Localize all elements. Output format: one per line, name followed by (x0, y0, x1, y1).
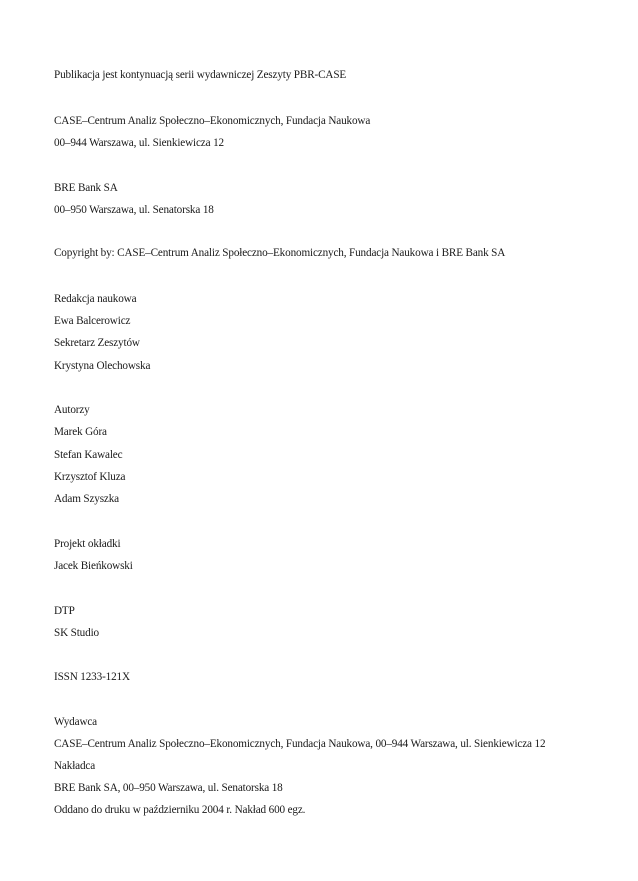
secretary-name: Krystyna Olechowska (54, 360, 151, 372)
publisher-value: CASE–Centrum Analiz Społeczno–Ekonomicznych, Fundacja Naukowa, 00–944 Warszawa, ul. Sienkiewicza 12 (54, 738, 546, 750)
cost-bearer-label: Nakładca (54, 760, 96, 772)
author-name: Adam Szyszka (54, 493, 119, 505)
print-note: Oddano do druku w październiku 2004 r. Nakład 600 egz. (54, 804, 306, 816)
authors-label: Autorzy (54, 404, 90, 416)
author-name: Marek Góra (54, 426, 107, 438)
secretary-label: Sekretarz Zeszytów (54, 337, 140, 349)
publisher-label: Wydawca (54, 716, 98, 728)
bre-address: 00–950 Warszawa, ul. Senatorska 18 (54, 204, 214, 216)
scientific-editor-label: Redakcja naukowa (54, 293, 137, 305)
case-name: CASE–Centrum Analiz Społeczno–Ekonomicznych, Fundacja Naukowa (54, 115, 371, 127)
dtp-label: DTP (54, 605, 75, 617)
author-name: Stefan Kawalec (54, 449, 123, 461)
series-note: Publikacja jest kontynuacją serii wydawniczej Zeszyty PBR-CASE (54, 69, 347, 81)
dtp-studio: SK Studio (54, 627, 99, 639)
copyright-line: Copyright by: CASE–Centrum Analiz Społeczno–Ekonomicznych, Fundacja Naukowa i BRE Bank SA (54, 247, 506, 259)
author-name: Krzysztof Kluza (54, 471, 126, 483)
scientific-editor-name: Ewa Balcerowicz (54, 315, 131, 327)
cost-bearer-value: BRE Bank SA, 00–950 Warszawa, ul. Senatorska 18 (54, 782, 283, 794)
bre-name: BRE Bank SA (54, 182, 118, 194)
cover-designer: Jacek Bieńkowski (54, 560, 133, 572)
issn: ISSN 1233-121X (54, 671, 130, 683)
cover-label: Projekt okładki (54, 538, 121, 550)
case-address: 00–944 Warszawa, ul. Sienkiewicza 12 (54, 137, 224, 149)
